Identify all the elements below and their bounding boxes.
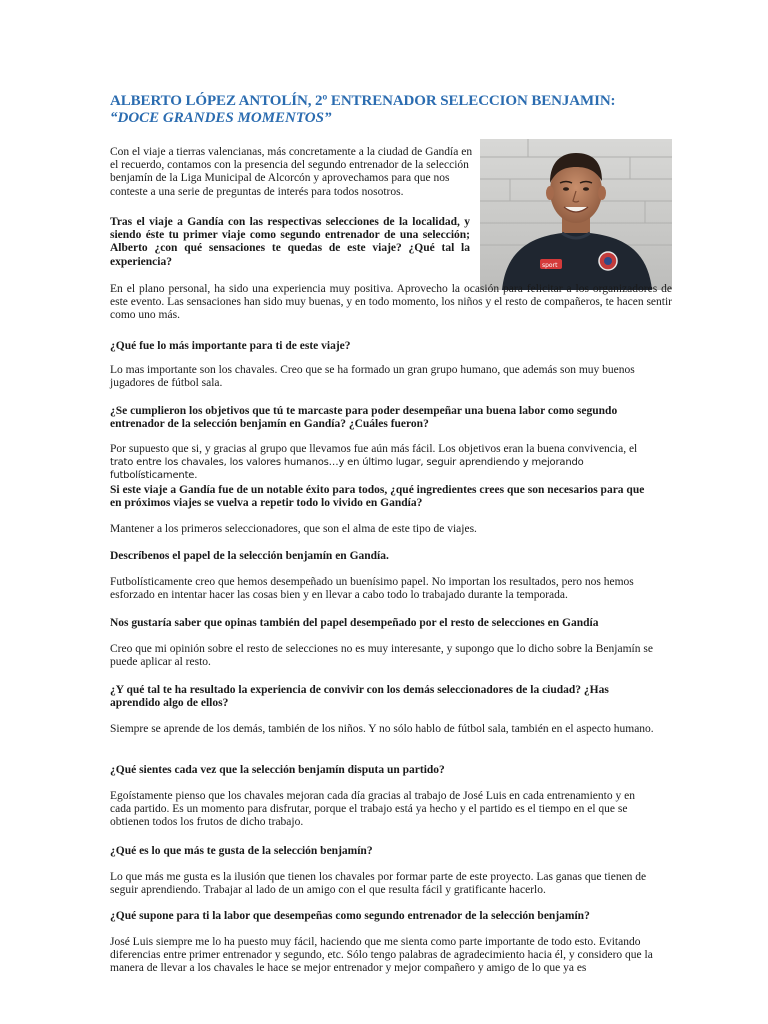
coach-portrait-image: [480, 139, 672, 290]
question-3: ¿Se cumplieron los objetivos que tú te marcaste para poder desempeñar una buena labor como segundo entrenador de la selección benjamín en Gandía? ¿Cuáles fueron?: [110, 405, 618, 431]
question-4: Si este viaje a Gandía fue de un notable éxito para todos, ¿qué ingredientes crees que son necesarios para que en próximos viajes se vuelva a repetir todo lo vivido en Gandía?: [110, 484, 645, 510]
answer-8: Egoístamente pienso que los chavales mejoran cada día gracias al trabajo de José Luis en cada entrenamiento y en cada partido. Es un momento para disfrutar, porque el trabajo está ya hecho y el partido es el tiempo en el que se obtienen todos los frutos de dicho trabajo.: [110, 790, 635, 829]
answer-5: Futbolísticamente creo que hemos desempeñado un buenísimo papel. No importan los resultados, pero nos hemos esforzado en intentar hacer las cosas bien y en llevar a cabo todo lo trabajado durante la temporada.: [110, 576, 634, 602]
question-5: Descríbenos el papel de la selección benjamín en Gandía.: [110, 550, 389, 562]
coach-photo: [480, 139, 672, 290]
answer-4: Mantener a los primeros seleccionadores, que son el alma de este tipo de viajes.: [110, 523, 477, 535]
question-8: ¿Qué sientes cada vez que la selección benjamín disputa un partido?: [110, 764, 445, 776]
answer-7: Siempre se aprende de los demás, también de los niños. Y no sólo hablo de fútbol sala, también en el aspecto humano.: [110, 723, 654, 735]
answer-6: Creo que mi opinión sobre el resto de selecciones no es muy interesante, y supongo que lo dicho sobre la Benjamín se puede aplicar al resto.: [110, 643, 653, 669]
answer-10: José Luis siempre me lo ha puesto muy fácil, haciendo que me sienta como parte importante de todo esto. Evitando diferencias entre primer entrenador y segundo, etc. Sólo tengo palabras de agradecimiento hacia él, y considero que la manera de llevar a los chavales le hace se mejor entrenador y mejor compañero y amigo de lo que ya es: [110, 936, 653, 975]
answer-2: Lo mas importante son los chavales. Creo que se ha formado un gran grupo humano, que además son muy buenos jugadores de fútbol sala.: [110, 364, 635, 390]
answer-3-line-2: trato entre los chavales, los valores humanos…y en último lugar, seguir aprendiendo y mejorando futbolísticamente.: [110, 457, 584, 482]
question-10: ¿Qué supone para ti la labor que desempeñas como segundo entrenador de la selección benjamín?: [110, 910, 590, 922]
answer-3: [110, 443, 658, 483]
shirt-logo-text: sport: [542, 262, 558, 269]
question-1: Tras el viaje a Gandía con las respectivas selecciones de la localidad, y siendo éste tu primer viaje como segundo entrenador de una selección; Alberto ¿con qué sensaciones te quedas de este viaje? ¿Qué tal la experiencia?: [110, 216, 470, 268]
article-title: ALBERTO LÓPEZ ANTOLÍN, 2º ENTRENADOR SELECCION BENJAMIN:: [110, 93, 616, 109]
intro-paragraph: Con el viaje a tierras valencianas, más concretamente a la ciudad de Gandía en el recuerdo, contamos con la presencia del segundo entrenador de la selección benjamín de la Liga Municipal de Alcorcón y aprovechamos para que nos conteste a una serie de preguntas de interés para todos nosotros.: [110, 146, 473, 198]
question-2: ¿Qué fue lo más importante para ti de este viaje?: [110, 340, 351, 352]
header: [110, 93, 670, 127]
answer-3-line-1: Por supuesto que si, y gracias al grupo que llevamos fue aún más fácil. Los objetivos eran la buena convivencia, el: [110, 443, 638, 455]
answer-1: En el plano personal, ha sido una experiencia muy positiva. Aprovecho la ocasión para felicitar a los organizadores de este evento. Las sensaciones han sido muy buenas, y en todo momento, los niños y el resto de compañeros, te hacen sentir como uno más.: [110, 283, 672, 322]
question-7: ¿Y qué tal te ha resultado la experiencia de convivir con los demás seleccionadores de la ciudad? ¿Has aprendido algo de ellos?: [110, 684, 609, 710]
answer-9: Lo que más me gusta es la ilusión que tienen los chavales por formar parte de este proyecto. Las ganas que tienen de seguir aprendiendo. Trabajar al lado de un amigo con el que resulta fácil y gratificante hacerlo.: [110, 871, 647, 897]
question-9: ¿Qué es lo que más te gusta de la selección benjamín?: [110, 845, 373, 857]
question-6: Nos gustaría saber que opinas también del papel desempeñado por el resto de selecciones en Gandía: [110, 617, 599, 629]
article-subtitle: “DOCE GRANDES MOMENTOS”: [110, 110, 332, 126]
